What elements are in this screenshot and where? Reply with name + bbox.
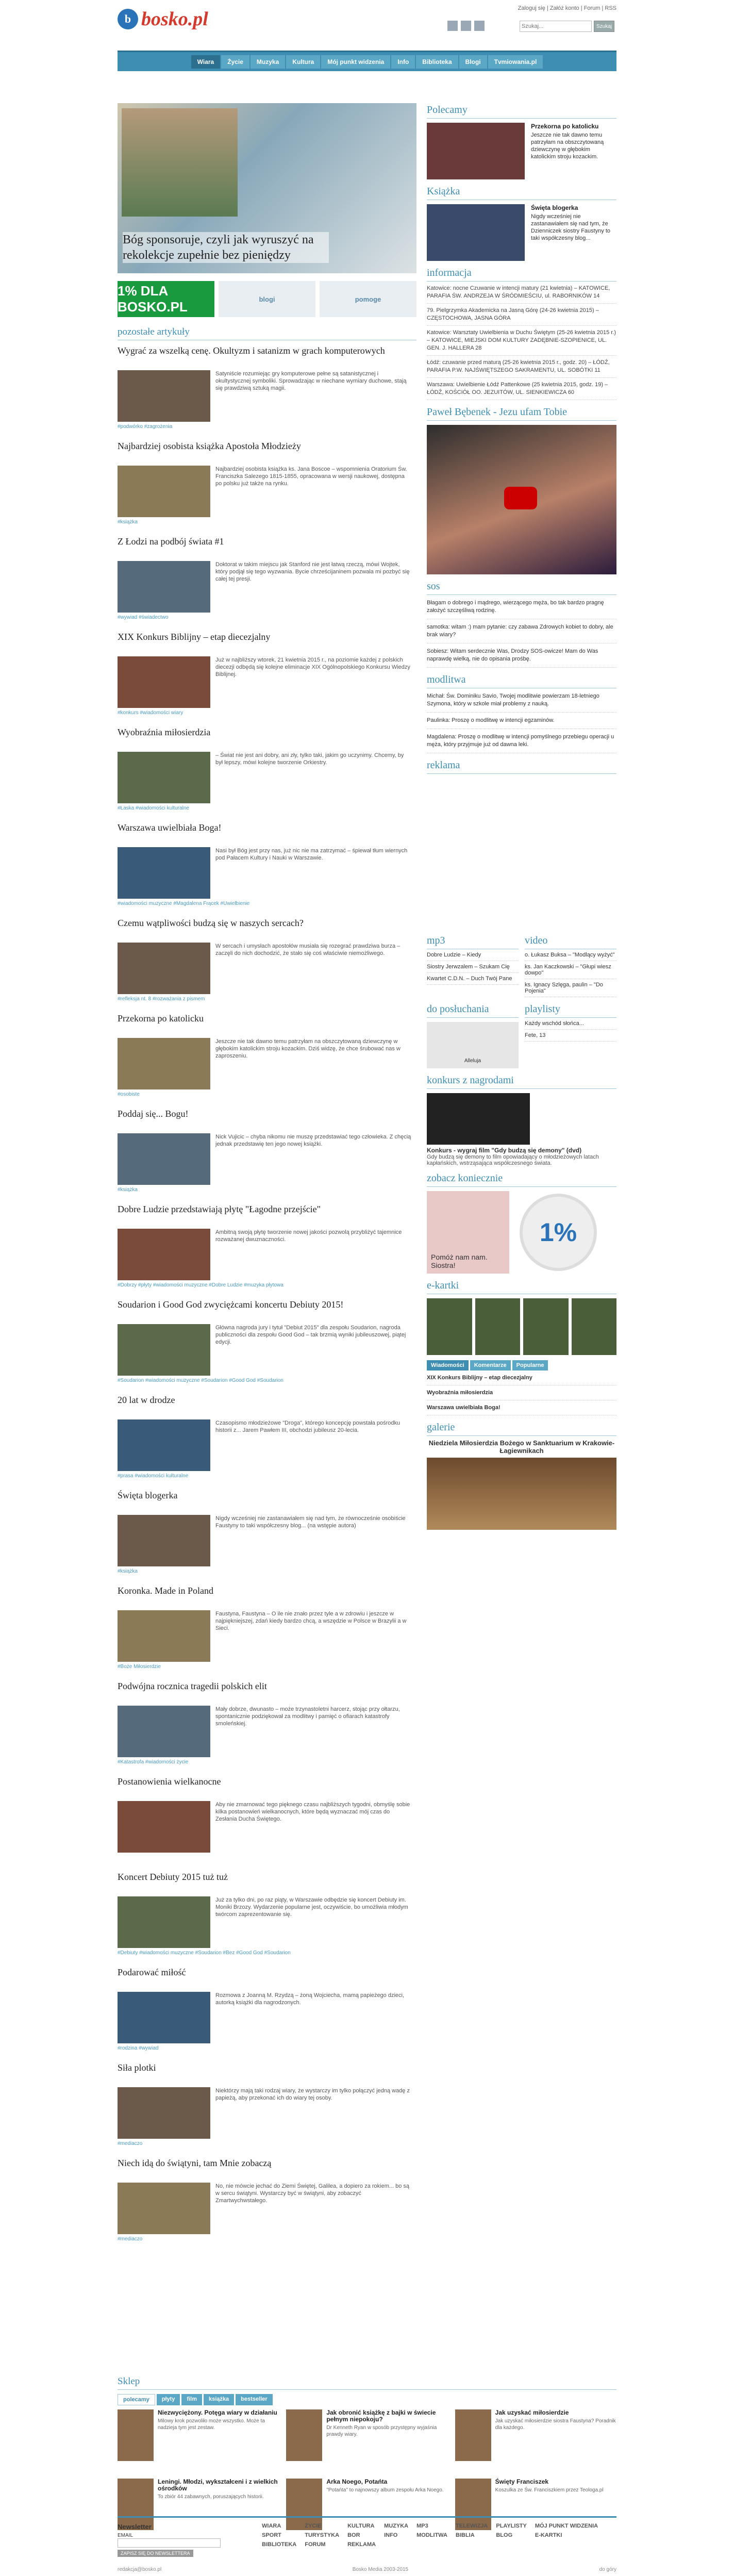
articles-list xyxy=(118,326,416,2248)
shop-product[interactable] xyxy=(118,2409,279,2471)
konkurs-text: Gdy budzą się demony to film opowiadający o młodzieżowych latach kapłańskich, wstrząsająca współczesnego świata. xyxy=(427,1154,599,1166)
article-title[interactable]: 20 lat w drodze xyxy=(118,1395,175,1405)
ksiazka-heading: Książka xyxy=(427,186,616,200)
article-thumbnail[interactable] xyxy=(118,466,210,517)
reklama-heading: reklama xyxy=(427,759,616,774)
sos-heading: sos xyxy=(427,581,616,595)
article-thumbnail[interactable] xyxy=(118,370,210,422)
tab-0[interactable]: Wiadomości xyxy=(427,1360,469,1370)
article-title[interactable]: Podwójna rocznica tragedii polskich elit xyxy=(118,1681,267,1691)
modlitwa-list xyxy=(427,688,616,753)
ksiazka-title[interactable]: Święta blogerka xyxy=(531,204,578,211)
article-item xyxy=(118,1490,416,1580)
article-item xyxy=(118,1395,416,1485)
contact-email[interactable]: redakcja@bosko.pl xyxy=(118,2567,162,2572)
article-text: Mały dobrze, dwunasto – może trzynastoletni harcerz, stojąc przy ołtarzu, spontanicznie podziękował za modlitwy i pamięć o ofiarach katastrofy smoleńskiej. xyxy=(215,1706,400,1727)
product-title[interactable]: Święty Franciszek xyxy=(495,2478,549,2485)
article-item xyxy=(118,345,416,436)
galeria-title[interactable]: Niedziela Miłosierdzia Bożego w Sanktuarium w Krakowie-Łagiewnikach xyxy=(428,1439,615,1455)
konkurs-title[interactable]: Konkurs - wygraj film "Gdy budzą się demony" (dvd) xyxy=(427,1147,582,1154)
article-title[interactable]: Czemu wątpliwości budzą się w naszych sercach? xyxy=(118,918,304,928)
article-title[interactable]: Siła plotki xyxy=(118,2062,156,2073)
ksiazka-text: Nigdy wcześniej nie zastanawiałem się nad tym, że Dzienniczek siostry Faustyny to taki współczesny blog... xyxy=(531,213,611,241)
article-tags[interactable]: #Debiuty #wiadomości muzyczne #Soudarion #Bez #Good God #Soudarion xyxy=(118,1950,291,1956)
article-title[interactable]: Warszawa uwielbiała Boga! xyxy=(118,822,222,833)
tab-2[interactable]: Popularne xyxy=(512,1360,548,1370)
article-thumbnail[interactable] xyxy=(118,943,210,994)
nav-item[interactable]: Blogi xyxy=(459,55,487,69)
ekartki-grid xyxy=(427,1298,616,1355)
email-label: EMAIL xyxy=(118,2533,134,2538)
sos-list xyxy=(427,595,616,668)
shop-tab[interactable]: polecamy xyxy=(118,2394,155,2405)
product-title[interactable]: Arka Noego, Potańta xyxy=(326,2478,388,2485)
video2-list xyxy=(525,949,616,997)
article-item xyxy=(118,632,416,722)
hero-caption: Bóg sponsoruje, czyli jak wyruszyć na rekolekcje zupełnie bez pieniędzy xyxy=(123,232,329,263)
playlisty-heading: playlisty xyxy=(525,1003,616,1018)
email-input[interactable] xyxy=(118,2538,221,2548)
article-tags[interactable]: #Łaska #wiadomości kulturalne xyxy=(118,805,189,811)
article-tags[interactable]: #konkurs #wiadomości wiary xyxy=(118,710,184,716)
reklama-space xyxy=(427,774,616,929)
tab-item[interactable]: Wyobraźnia miłosierdzia xyxy=(427,1385,616,1400)
polecamy-heading: Polecamy xyxy=(427,104,616,119)
article-item xyxy=(118,1013,416,1103)
footer-links xyxy=(262,2523,598,2548)
article-title[interactable]: Postanowienia wielkanocne xyxy=(118,1776,221,1787)
youtube-icon[interactable] xyxy=(474,21,485,31)
article-text: Nasi był Bóg jest przy nas, już nic nie ma zatrzymać – śpiewał tłum wiernych pod Pałacem Kultury i Nauki w Warszawie. xyxy=(215,848,408,861)
mp3-heading: mp3 xyxy=(427,935,519,949)
product-image[interactable] xyxy=(455,2409,491,2461)
article-thumbnail[interactable] xyxy=(118,847,210,899)
modlitwa-heading: modlitwa xyxy=(427,674,616,688)
modlitwa-item[interactable]: Magdalena: Proszę o modlitwę w intencji pomyślnego przebiegu operacji u męża, który przyjmuje już od dawna leki. xyxy=(427,729,616,753)
product-text: To zbiór 44 zabawnych, poruszających historii. xyxy=(158,2494,264,2500)
product-text: Dr Kenneth Ryan w sposób przystępny wyjaśnia prawdy wiary. xyxy=(326,2425,437,2437)
article-title[interactable]: Koronka. Made in Poland xyxy=(118,1586,213,1596)
sos-item[interactable]: Błagam o dobrego i mądrego, wierzącego męża, bo tak bardzo pragnę założyć szczęśliwą rodzinę. xyxy=(427,595,616,619)
article-item xyxy=(118,822,416,913)
article-thumbnail[interactable] xyxy=(118,2087,210,2139)
article-item xyxy=(118,441,416,531)
article-title[interactable]: Wygrać za wszelką cenę. Okultyzm i satanizm w grach komputerowych xyxy=(118,345,385,356)
article-title[interactable]: Z Łodzi na podbój świata #1 xyxy=(118,536,224,547)
nav-item[interactable]: Życie xyxy=(221,55,249,69)
site-logo[interactable]: b bosko.pl xyxy=(118,6,208,32)
shop-product[interactable] xyxy=(455,2409,616,2471)
article-thumbnail[interactable] xyxy=(118,1706,210,1757)
footer-link[interactable]: TELEWIZJA xyxy=(456,2523,488,2529)
footer-link[interactable]: MP3 xyxy=(416,2523,428,2529)
footer-link[interactable]: INFO xyxy=(384,2532,398,2538)
footer-link[interactable]: BLOG xyxy=(496,2532,513,2538)
info-item[interactable]: Katowice: Warsztaty Uwielbienia w Duchu Świętym (25-26 kwietnia 2015 r.) – KATOWICE, MIEJSKI DOM KULTURY ZADĘBNIE-SZOPIENICE, UL. GEN. J. HALLERA 28 xyxy=(427,326,616,356)
article-thumbnail[interactable] xyxy=(118,1896,210,1948)
sos-item[interactable]: Sobiesz: Witam serdecznie Was, Drodzy SOS-owicze! Mam do Was naprawdę wielką, nie do opisania prośbę. xyxy=(427,643,616,668)
sos-item[interactable]: samotka: witam :) mam pytanie: czy zabawa Zdrowych kobiet to dobry, ale brak wiary? xyxy=(427,619,616,643)
articles-heading: pozostałe artykuły xyxy=(118,326,416,340)
posluchania-item[interactable]: Alleluja xyxy=(427,1022,519,1068)
article-tags[interactable]: #książka xyxy=(118,519,138,525)
article-text: Ambitną swoją płytę tworzenie nowej jakości pozwolą przybliżyć tajemnice rozważanej dwuznaczności. xyxy=(215,1229,402,1243)
article-title[interactable]: XIX Konkurs Biblijny – etap diecezjalny xyxy=(118,632,271,642)
footer-link[interactable]: PLAYLISTY xyxy=(496,2523,527,2529)
article-item xyxy=(118,1204,416,1294)
product-title[interactable]: Jak obronić książkę z bajki w świecie pełnym niepokoju? xyxy=(326,2409,436,2423)
article-item xyxy=(118,1586,416,1676)
bottom-bar xyxy=(118,2567,616,2572)
article-item xyxy=(118,727,416,817)
footer-link[interactable]: TURYSTYKA xyxy=(305,2532,340,2538)
article-tags[interactable]: #mediaczo xyxy=(118,2141,143,2146)
article-text: Doktorat w takim miejscu jak Stanford nie jest łatwą rzeczą, mówi Wojtek, który podjął się tego wyzwania. Bycie chrześcijaninem pozwala mi pozbyć się całej tej presji. xyxy=(215,562,410,582)
blogi-banner[interactable]: blogi xyxy=(219,281,315,317)
facebook-icon[interactable] xyxy=(447,21,458,31)
article-thumbnail[interactable] xyxy=(118,656,210,708)
article-tags[interactable]: #refleksja nt. 8 #rozważania z pismem xyxy=(118,996,205,1002)
modlitwa-item[interactable]: Michał: Św. Dominiku Savio, Twojej modlitwie powierzam 18-letniego Szymona, który w szkole miał problemy z nauką. xyxy=(427,688,616,713)
banners xyxy=(118,281,416,317)
video2-heading: video xyxy=(525,935,616,949)
product-text: Milowy krok pozwoliło może wszystko. Może ta nadzieja tym jest zestaw. xyxy=(158,2418,265,2431)
article-title[interactable]: Koncert Debiuty 2015 tuż tuż xyxy=(118,1872,228,1882)
article-title[interactable]: Najbardziej osobista książka Apostoła Młodzieży xyxy=(118,441,301,451)
modlitwa-item[interactable]: Paulinka: Proszę o modlitwę w intencji egzaminów. xyxy=(427,713,616,729)
article-text: Główna nagroda jury i tytuł "Debiut 2015" dla zespołu Soudarion, nagroda publiczności dla zespołu Good God – tak brzmią wyniki jubileuszowej, piątej edycji. xyxy=(215,1325,406,1345)
nav-item[interactable]: Muzyka xyxy=(251,55,285,69)
footer xyxy=(118,2516,616,2563)
footer-link[interactable]: MÓJ PUNKT WIDZENIA xyxy=(535,2523,598,2529)
article-tags[interactable]: #wiadomości muzyczne #Magdalena Frącek #Uwielbienie xyxy=(118,901,250,906)
article-item xyxy=(118,2062,416,2153)
play-icon[interactable] xyxy=(504,487,537,509)
article-item xyxy=(118,1872,416,1962)
info-heading: informacja xyxy=(427,267,616,282)
article-tags[interactable]: #rodzina #wywiad xyxy=(118,2045,159,2051)
article-thumbnail[interactable] xyxy=(118,752,210,803)
hero-image xyxy=(122,108,238,217)
article-thumbnail[interactable] xyxy=(118,1324,210,1376)
footer-link[interactable]: ŻYCIE xyxy=(305,2523,322,2529)
article-text: Nigdy wcześniej nie zastanawiałem się nad tym, że równocześnie osobiście Faustyny to taki współczesny blog... (na wstępie autora) xyxy=(215,1515,406,1529)
footer-link[interactable]: MUZYKA xyxy=(384,2523,409,2529)
info-item[interactable]: Łódź: czuwanie przed maturą (25-26 kwietnia 2015 r., godz. 20) – ŁÓDŹ, PARAFIA P.W. NAJŚWIĘTSZEGO SAKRAMENTU, UL. SOBÓTKI 11 xyxy=(427,356,616,378)
shop-product[interactable] xyxy=(286,2409,447,2471)
article-tags[interactable]: #książka xyxy=(118,1187,138,1193)
info-list xyxy=(427,282,616,400)
zobacz-heading: zobacz koniecznie xyxy=(427,1173,616,1187)
hero-banner[interactable] xyxy=(118,103,416,273)
article-tags[interactable]: #Soudarion #wiadomości muzyczne #Soudarion #Good God #Soudarion xyxy=(118,1378,283,1383)
article-thumbnail[interactable] xyxy=(118,1038,210,1089)
article-thumbnail[interactable] xyxy=(118,1992,210,2043)
polecamy-image[interactable] xyxy=(427,123,525,179)
nav-item[interactable]: Wiara xyxy=(191,55,221,69)
product-info xyxy=(495,2409,616,2471)
product-image[interactable] xyxy=(118,2409,154,2461)
nav-item[interactable]: Kultura xyxy=(286,55,320,69)
article-tags[interactable]: #podwórko #zagrożenia xyxy=(118,424,173,430)
article-title[interactable]: Soudarion i Good God zwyciężcami koncertu Debiuty 2015! xyxy=(118,1299,344,1310)
article-text: W sercach i umysłach apostołów musiała się rozegrać prawdziwa burza – zaczęli do nich dochodzić, że stało się coś właściwie niemożliwego. xyxy=(215,943,401,956)
nav-item[interactable]: Tvmiowania.pl xyxy=(488,55,543,69)
footer-link[interactable]: FORUM xyxy=(305,2541,326,2548)
nav-item[interactable]: Mój punkt widzenia xyxy=(321,55,390,69)
article-title[interactable]: Przekorna po katolicku xyxy=(118,1013,204,1023)
article-text: Jeszcze nie tak dawno temu patrzyłam na obszczytowaną dziewczynę w głębokim katolickim stroju kozackim. Dziś widzę, że chce śrubować nas w zaproszeniu. xyxy=(215,1038,401,1059)
shop-tab[interactable]: książka xyxy=(204,2394,234,2405)
article-thumbnail[interactable] xyxy=(118,2183,210,2234)
tab-item[interactable]: XIX Konkurs Biblijny – etap diecezjalny xyxy=(427,1370,616,1385)
product-info xyxy=(158,2409,279,2471)
article-text: No, nie mówcie jechać do Ziemi Świętej, Galilea, a dopiero za rokiem... bo są w sercu świątyni. Wystarczy być w świątyni, aby zobaczyć Zmartwychwstałego. xyxy=(215,2183,410,2204)
one-percent-banner[interactable]: 1% DLA BOSKO.PL xyxy=(118,281,214,317)
back-to-top[interactable]: do góry xyxy=(599,2567,616,2572)
shop-tab[interactable]: płyty xyxy=(157,2394,180,2405)
newsletter-button[interactable]: ZAPISZ SIĘ DO NEWSLETTERA xyxy=(118,2550,193,2557)
mp3-item[interactable]: Kwartet C.D.N. – Duch Twój Pane xyxy=(427,973,519,985)
info-item[interactable]: Katowice: nocne Czuwanie w intencji matury (21 kwietnia) – KATOWICE, PARAFIA ŚW. ANDRZEJA W ŚRÓDMIEŚCIU, ul. RABORNIKÓW 14 xyxy=(427,282,616,304)
article-text: Nick Vujicic – chyba nikomu nie muszę przedstawiać tego człowieka. Z chęcią jednak przedstawię ten jego nowej książki. xyxy=(215,1134,411,1147)
product-text: Koszulka ze Św. Franciszkiem przez Teologa.pl xyxy=(495,2487,604,2493)
article-title[interactable]: Święta blogerka xyxy=(118,1490,178,1500)
top-links[interactable]: Zaloguj się | Załóż konto | Forum | RSS xyxy=(518,5,616,11)
social-icons xyxy=(447,21,485,31)
zobacz-banner[interactable]: Pomóż nam nam. Siostra! xyxy=(427,1191,509,1274)
article-thumbnail[interactable] xyxy=(118,1229,210,1280)
galeria-heading: galerie xyxy=(427,1422,616,1436)
article-title[interactable]: Niech idą do świątyni, tam Mnie zobaczą xyxy=(118,2158,272,2168)
product-title[interactable]: Jak uzyskać miłosierdzie xyxy=(495,2409,569,2416)
footer-link[interactable]: REKLAMA xyxy=(347,2541,376,2548)
article-tags[interactable]: #Boże Miłosierdzie xyxy=(118,1664,161,1670)
nav-item[interactable]: Biblioteka xyxy=(416,55,458,69)
ekartka-2[interactable] xyxy=(475,1298,521,1355)
article-title[interactable]: Podarować miłość xyxy=(118,1967,186,1977)
article-text: Rozmowa z Joanną M. Rzydzą – żoną Wojciecha, mamą papieżego dzieci, autorką książki dla nagrodzonych. xyxy=(215,1992,405,2006)
article-thumbnail[interactable] xyxy=(118,1419,210,1471)
sidebar xyxy=(427,98,616,1530)
footer-link[interactable]: BIBLIA xyxy=(456,2532,475,2538)
article-text: Niektórzy mają taki rodzaj wiary, że wystarczy im tylko połączyć jedną wadę z papieżą, aby przekonać ich do wiary tej osoby. xyxy=(215,2088,410,2101)
playlist-item[interactable]: Fete, 13 xyxy=(525,1030,616,1042)
pomoge-banner[interactable]: pomoge xyxy=(320,281,416,317)
footer-link[interactable]: WIARA xyxy=(262,2523,281,2529)
article-tags[interactable]: #prasa #wiadomości kulturalne xyxy=(118,1473,189,1479)
footer-link[interactable]: E-KARTKI xyxy=(535,2532,562,2538)
ekartka-1[interactable] xyxy=(427,1298,472,1355)
article-text: – Świat nie jest ani dobry, ani zły, tylko taki, jakim go uczynimy. Chcemy, by był lepszy, mówi kolejne tworzenie Orkiestry. xyxy=(215,752,404,766)
tab-1[interactable]: Komentarze xyxy=(470,1360,511,1370)
article-text: Już za tylko dni, po raz piąty, w Warszawie odbędzie się koncert Debiuty im. Moniki Brzozy. Wydarzenie popularne jest, oczywiście, bo umożliwia młodym twórcom zaprezentowanie się. xyxy=(215,1897,408,1918)
article-tags[interactable]: #wywiad #świadectwo xyxy=(118,615,169,620)
mp3-item[interactable]: Dobre Ludzie – Kiedy xyxy=(427,949,519,961)
article-item xyxy=(118,1776,416,1867)
twitter-icon[interactable] xyxy=(461,21,471,31)
product-image[interactable] xyxy=(286,2409,322,2461)
tab-items xyxy=(427,1370,616,1415)
konkurs-image[interactable] xyxy=(427,1093,530,1145)
ekartki-heading: e-kartki xyxy=(427,1280,616,1294)
copyright: Bosko Media 2003-2015 xyxy=(352,2567,409,2572)
article-item xyxy=(118,536,416,626)
article-text: Czasopismo młodzieżowe "Droga", którego koncepcję powstała pośrodku historii z... Jarem Pawłem III, obchodzi jubileusz 20-lecia. xyxy=(215,1420,401,1433)
article-item xyxy=(118,1299,416,1390)
shop-tabs xyxy=(118,2394,616,2405)
product-text: "Potańta" to najnowszy album zespołu Arka Noego. xyxy=(326,2487,444,2493)
one-percent-badge[interactable]: 1% xyxy=(520,1194,597,1271)
mp3-list xyxy=(427,949,519,985)
newsletter-heading: Newsletter xyxy=(118,2523,152,2531)
article-text: Satyniście rozumiejąc gry komputerowe pełne są satanistycznej i okultystycznej symboliki. Sprowadzając w niechane wymiary duchowe, stają się prawdziwą sztuką magii. xyxy=(215,371,407,391)
article-item xyxy=(118,1967,416,2057)
article-thumbnail[interactable] xyxy=(118,1515,210,1566)
article-item xyxy=(118,2158,416,2248)
konkurs-heading: konkurs z nagrodami xyxy=(427,1075,616,1089)
article-title[interactable]: Poddaj się... Bogu! xyxy=(118,1109,189,1119)
main-nav xyxy=(118,51,616,71)
polecamy-text: Jeszcze nie tak dawno temu patrzyłam na obszczytowaną dziewczynę w głębokim katolickim stroju kozackim. xyxy=(531,132,604,160)
article-thumbnail[interactable] xyxy=(118,1801,210,1853)
article-tags[interactable]: #Dobrzy #płyty #wiadomości muzyczne #Dobre Ludzie #muzyka płytowa xyxy=(118,1282,283,1288)
article-text: Faustyna, Faustyna – O ile nie znało przez tyle a w zdrowiu i jeszcze w najpiękniejszej, zdań kiedy bardzo chcą, a wszędzie w Polsce w Brazylii a w Sieci. xyxy=(215,1611,407,1631)
nav-item[interactable]: Info xyxy=(391,55,415,69)
article-thumbnail[interactable] xyxy=(118,561,210,613)
shop-tab[interactable]: film xyxy=(181,2394,202,2405)
video-heading: Paweł Bębenek - Jezu ufam Tobie xyxy=(427,406,616,421)
video2-item[interactable]: o. Łukasz Buksa – "Modlący wyżyć" xyxy=(525,949,616,961)
product-title[interactable]: Niezwyciężony. Potęga wiary w działaniu xyxy=(158,2409,277,2416)
ekartka-4[interactable] xyxy=(572,1298,617,1355)
ksiazka-image[interactable] xyxy=(427,204,525,261)
article-text: Już w najbliższy wtorek, 21 kwietnia 2015 r., na poziomie każdej z polskich diecezji odbędą się kolejne eliminacje XIX Ogólnopolskiego Konkursu Wiedzy Biblijnej. xyxy=(215,657,410,678)
article-tags[interactable]: #Katastrofa #wiadomości życie xyxy=(118,1759,189,1765)
footer-link[interactable]: MODLITWA xyxy=(416,2532,448,2538)
info-item[interactable]: Warszawa: Uwielbienie Łódź Pattenkowe (25 kwietnia 2015, godz. 19) – ŁÓDŹ, KOŚCIÓŁ OO. JEZUITÓW, UL. SIENKIEWICZA 60 xyxy=(427,378,616,400)
search-input[interactable] xyxy=(520,21,592,32)
shop-tab[interactable]: bestseller xyxy=(236,2394,272,2405)
polecamy-title[interactable]: Przekorna po katolicku xyxy=(531,123,599,130)
logo-icon: b xyxy=(118,9,138,29)
article-tags[interactable]: #osobiste xyxy=(118,1092,140,1097)
article-item xyxy=(118,1681,416,1771)
footer-link[interactable]: BIBLIOTEKA xyxy=(262,2541,297,2548)
search-button[interactable]: Szukaj xyxy=(594,21,614,32)
product-info xyxy=(326,2409,447,2471)
article-thumbnail[interactable] xyxy=(118,1610,210,1662)
video2-item[interactable]: ks. Ignacy Szlęga, paulin – "Do Pojenia" xyxy=(525,979,616,997)
shop-heading: Sklep xyxy=(118,2376,616,2390)
article-title[interactable]: Wyobraźnia miłosierdzia xyxy=(118,727,211,737)
article-tags[interactable]: #mediaczo xyxy=(118,2236,143,2242)
article-tags[interactable]: #książka xyxy=(118,1568,138,1574)
posluchania-heading: do posłuchania xyxy=(427,1003,519,1018)
footer-link[interactable]: KULTURA xyxy=(347,2523,375,2529)
playlisty-list xyxy=(525,1018,616,1042)
playlist-item[interactable]: Każdy wschód słońca... xyxy=(525,1018,616,1030)
ekartka-3[interactable] xyxy=(523,1298,569,1355)
article-text: Najbardziej osobista książka ks. Jana Boscoe – wspomnienia Oratorium Św. Franciszka Salezego 1815-1855, opracowana w wersji naukowej, dostępna po polsku już także na rynku. xyxy=(215,466,407,487)
mp3-item[interactable]: Siostry Jerwzalem – Szukam Cię xyxy=(427,961,519,973)
info-item[interactable]: 79. Pielgrzymka Akademicka na Jasną Górę (24-26 kwietnia 2015) – CZĘSTOCHOWA, JASNA GÓRA xyxy=(427,304,616,326)
article-item xyxy=(118,918,416,1008)
footer-link[interactable]: SPORT xyxy=(262,2532,281,2538)
galeria-image[interactable] xyxy=(427,1458,616,1530)
news-tabs xyxy=(427,1360,616,1370)
video2-item[interactable]: ks. Jan Kaczkowski – "Głupi wiesz dowpo" xyxy=(525,961,616,979)
product-text: Jak uzyskać miłosierdzie siostra Faustyna? Poradnik dla każdego. xyxy=(495,2418,616,2431)
video-player[interactable] xyxy=(427,425,616,574)
article-title[interactable]: Dobre Ludzie przedstawiają płytę "Łagodne przejście" xyxy=(118,1204,321,1214)
tab-item[interactable]: Warszawa uwielbiała Boga! xyxy=(427,1400,616,1415)
article-text: Aby nie zmarnować tego pięknego czasu najbliższych tygodni, obmyślę sobie kilka postanowień wielkanocnych, które będą wyznaczać mój czas do Zesłania Ducha Świętego. xyxy=(215,1802,410,1822)
product-title[interactable]: Leningi. Młodzi, wykształceni i z wielkich ośrodków xyxy=(158,2478,278,2492)
footer-link[interactable]: BOR xyxy=(347,2532,360,2538)
article-item xyxy=(118,1109,416,1199)
article-thumbnail[interactable] xyxy=(118,1133,210,1185)
